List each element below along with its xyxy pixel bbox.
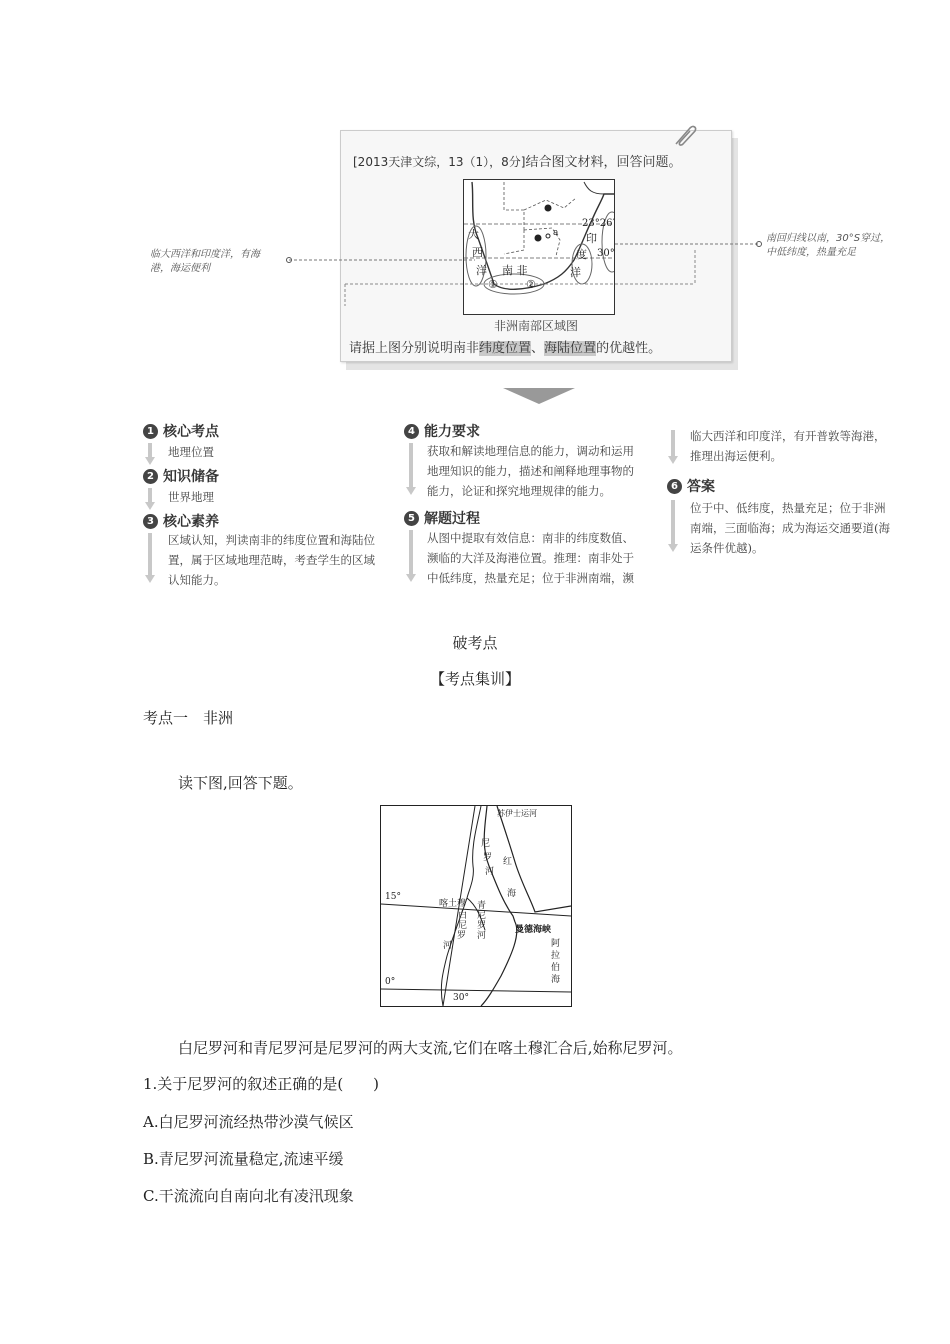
step-5-line-1: 从图中提取有效信息：南非的纬度数值、 [427,531,634,545]
note-left-line-2: 港，海运便利 [150,263,210,274]
arrow-3-icon [145,533,155,583]
step-5-number: 5 [404,511,419,526]
step-3-text [168,530,375,590]
nile-char-1: 尼 [481,839,491,849]
arrow-2-icon [145,488,155,510]
lat30-label: 30° [597,248,615,259]
step-1-label: 核心考点 [163,424,219,440]
question-suffix: 的优越性。 [596,341,662,356]
tropic-label: 23°26′ [582,218,615,229]
point-a-label: a [553,228,559,238]
map-caption: 非洲南部区域图 [493,319,578,333]
option-c: C.干流流向自南向北有凌汛现象 [143,1187,354,1205]
atlantic-char-3: 洋 [476,264,487,277]
note-left-line-1: 临大西洋和印度洋，有海 [150,249,260,260]
step-4-title [404,421,480,441]
nile-map-drawing [381,806,571,1006]
step-5-line-3: 中低纬度，热量充足；位于非洲南端，濒 [427,571,634,585]
lat15-label: 15° [385,892,401,902]
arabian-sea-char-1: 阿 [551,939,561,949]
step-2-number: 2 [143,469,158,484]
step-6-line-2: 南端，三面临海；成为海运交通要道(海 [690,521,890,535]
step-5-text [427,528,634,588]
step-3-line-2: 置，属于区域地理范畴，考查学生的区域 [168,553,375,567]
white-nile-char-3: 罗 [457,931,467,941]
step-4-number: 4 [404,424,419,439]
lat0-label: 0° [385,977,396,987]
step-5-continued [690,426,886,466]
white-nile-char-1: 白 [458,911,468,921]
red-sea-char-1: 红 [503,857,513,867]
step-6-text [690,498,890,558]
option-b: B.青尼罗河流量稳定,流速平缓 [143,1150,344,1168]
subsection-title: 【考点集训】 [429,670,520,688]
step-4-line-3: 能力，论证和探究地理规律的能力。 [427,484,611,498]
step-5-line-2: 濒临的大洋及海港位置。推理：南非处于 [427,551,634,565]
atlantic-char-2: 西 [472,246,483,259]
question-prefix: 请据上图分别说明南非 [349,341,480,356]
step-6-line-1: 位于中、低纬度，热量充足；位于非洲 [690,501,886,515]
parallel-15 [381,904,571,916]
arrow-5b-icon [668,430,678,464]
arabian-sea-char-3: 伯 [551,963,561,973]
arrow-1-icon [145,443,155,465]
indian-char-1: 印 [586,232,597,245]
atlantic-char-1: 大 [468,228,479,241]
card-question [349,337,661,356]
step-2-text: 世界地理 [168,490,214,504]
step-2-title [143,466,219,486]
step-3-label: 核心素养 [163,514,219,530]
nile-main-river [467,806,481,898]
highlight-land-sea: 海陆位置 [544,341,597,356]
lon30-label: 30° [453,993,469,1003]
note-right [766,232,890,260]
red-sea-char-2: 海 [507,889,517,899]
step-4-line-1: 获取和解读地理信息的能力，调动和运用 [427,444,634,458]
indian-char-3: 洋 [570,266,581,279]
city-symbol [545,205,552,212]
step-5-cont-line-2: 推理出海运便利。 [690,449,782,463]
step-3-line-1: 区域认知，判读南非的纬度位置和海陆位 [168,533,375,547]
arrow-5-icon [406,530,416,582]
step-3-line-3: 认知能力。 [168,573,226,587]
nile-map [380,805,572,1007]
marker-2: ② [526,278,536,291]
step-1-title [143,421,219,441]
section-title: 破考点 [452,634,498,652]
point-a-marker [546,234,550,238]
white-nile-char-2: 尼 [458,921,468,931]
step-2-label: 知识储备 [163,469,219,485]
step-5-title [404,508,480,528]
nile-char-2: 罗 [483,853,493,863]
arrow-6-icon [668,500,678,552]
note-left [150,248,260,276]
arrow-4-icon [406,443,416,495]
step-3-number: 3 [143,514,158,529]
passage-text: 白尼罗河和青尼罗河是尼罗河的两大支流,它们在喀土穆汇合后,始称尼罗河。 [178,1039,683,1057]
step-3-title [143,511,219,531]
horn-coast [481,922,517,1006]
blue-nile-char-1: 青 [477,901,487,911]
step-1-number: 1 [143,424,158,439]
leader-lines [285,240,765,310]
marker-1: ① [488,278,498,291]
step-1-text: 地理位置 [168,445,214,459]
topic-heading: 考点一 非洲 [143,709,234,727]
suez-label: 苏伊士运河 [497,809,537,818]
read-prompt: 读下图,回答下题。 [178,774,303,792]
question-sep: 、 [531,341,545,356]
highlight-latitude: 纬度位置 [479,341,532,356]
step-6-title [667,476,715,496]
step-6-line-3: 运条件优越)。 [690,541,764,555]
step-6-number: 6 [667,479,682,494]
mandeb-label: 曼德海峡 [515,925,552,935]
nile-char-3: 河 [485,867,495,877]
arabian-sea-char-4: 海 [551,975,561,985]
blue-nile-char-4: 河 [477,931,487,941]
white-nile-char-4: 河 [443,941,453,951]
arabian-sea-char-2: 拉 [551,951,561,961]
blue-nile-char-3: 罗 [477,921,487,931]
question-1: 1.关于尼罗河的叙述正确的是( ) [143,1075,380,1093]
exam-source: [2013天津文综，13（1），8分] [353,155,526,169]
paperclip-icon [672,122,700,148]
step-5-cont-line-1: 临大西洋和印度洋，有开普敦等海港， [690,429,886,443]
blue-nile-char-2: 尼 [477,911,487,921]
step-4-text [427,441,634,501]
parallel-0 [381,989,571,992]
note-right-line-1: 南回归线以南，30°S穿过， [766,233,891,244]
south-africa-label: 南 非 [502,264,528,277]
step-4-line-2: 地理知识的能力，描述和阐释地理事物的 [427,464,634,478]
khartoum-label: 喀土穆 [439,899,467,909]
step-5-label: 解题过程 [424,511,480,527]
indian-char-2: 度 [576,248,587,261]
coastline-north [584,182,604,194]
step-6-label: 答案 [687,479,715,495]
note-right-line-2: 中低纬度，热量充足 [766,247,856,258]
option-a: A.白尼罗河流经热带沙漠气候区 [143,1113,354,1131]
down-arrow-icon [503,388,575,404]
card-header [353,151,681,170]
step-4-label: 能力要求 [424,424,480,440]
card-instruction: 结合图文材料，回答问题。 [525,155,682,170]
